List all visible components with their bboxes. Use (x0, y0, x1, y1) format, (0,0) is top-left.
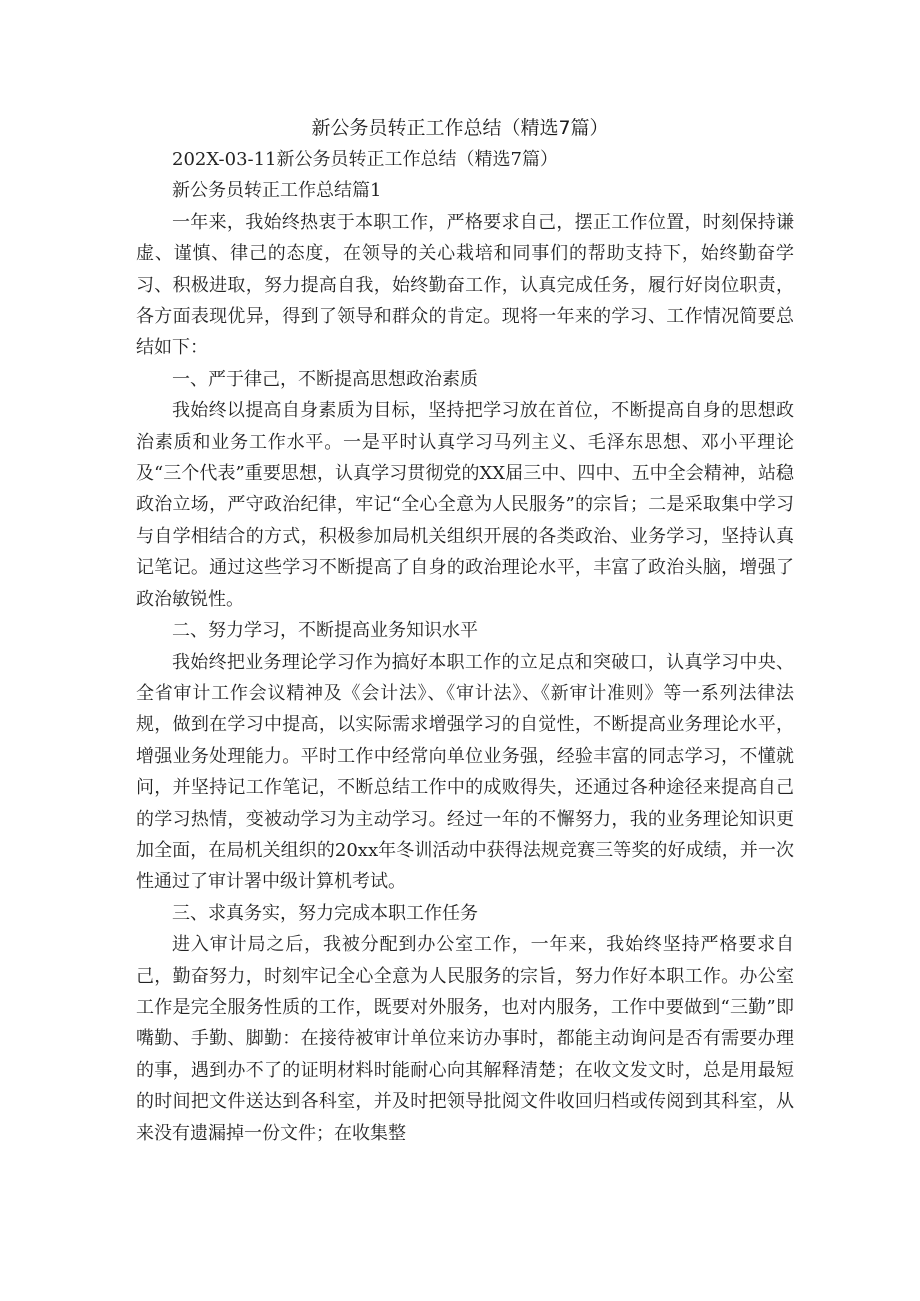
document-body (136, 144, 794, 1149)
document-title: 新公务员转正工作总结（精选7篇） (311, 117, 609, 139)
paragraph-two: 我始终把业务理论学习作为搞好本职工作的立足点和突破口，认真学习中央、全省审计工作会议精神及《会计法》、《审计法》、《新审计准则》等一系列法律法规，做到在学习中提高，以实际需求增强学习的自觉性，不断提高业务理论水平，增强业务处理能力。平时工作中经常向单位业务强，经验丰富的同志学习，不懂就问，并坚持记工作笔记，不断总结工作中的成败得失，还通过各种途径来提高自己的学习热情，变被动学习为主动学习。经过一年的不懈努力，我的业务理论知识更加全面，在局机关组织的20xx年冬训活动中获得法规竞赛三等奖的好成绩，并一次性通过了审计署中级计算机考试。 (136, 651, 794, 893)
heading-one: 一、严于律己，不断提高思想政治素质 (172, 368, 478, 390)
section-title: 新公务员转正工作总结篇1 (172, 180, 382, 202)
paragraph-one: 我始终以提高自身素质为目标，坚持把学习放在首位，不断提高自身的思想政治素质和业务工作水平。一是平时认真学习马列主义、毛泽东思想、邓小平理论及“三个代表”重要思想，认真学习贯彻党的XX届三中、四中、五中全会精神，站稳政治立场，严守政治纪律，牢记“全心全意为人民服务”的宗旨；二是采取集中学习与自学相结合的方式，积极参加局机关组织开展的各类政治、业务学习，坚持认真记笔记。通过这些学习不断提高了自身的政治理论水平，丰富了政治头脑，增强了政治敏锐性。 (136, 400, 794, 610)
date-line: 202X-03-11新公务员转正工作总结（精选7篇） (172, 149, 558, 170)
heading-two: 二、努力学习，不断提高业务知识水平 (172, 620, 478, 642)
heading-three: 三、求真务实，努力完成本职工作任务 (172, 902, 478, 924)
paragraph-three: 进入审计局之后，我被分配到办公室工作，一年来，我始终坚持严格要求自己，勤奋努力，时刻牢记全心全意为人民服务的宗旨，努力作好本职工作。办公室工作是完全服务性质的工作，既要对外服务，也对内服务，工作中要做到“三勤”即嘴勤、手勤、脚勤：在接待被审计单位来访办事时，都能主动询问是否有需要办理的事，遇到办不了的证明材料时能耐心向其解释清楚；在收文发文时，总是用最短的时间把文件送达到各科室，并及时把领导批阅文件收回归档或传阅到其科室，从来没有遗漏掉一份文件；在收集整 (136, 934, 794, 1144)
intro-paragraph: 一年来，我始终热衷于本职工作，严格要求自己，摆正工作位置，时刻保持谦虚、谨慎、律己的态度，在领导的关心栽培和同事们的帮助支持下，始终勤奋学习、积极进取，努力提高自我，始终勤奋工作，认真完成任务，履行好岗位职责，各方面表现优异，得到了领导和群众的肯定。现将一年来的学习、工作情况简要总结如下： (136, 211, 794, 359)
